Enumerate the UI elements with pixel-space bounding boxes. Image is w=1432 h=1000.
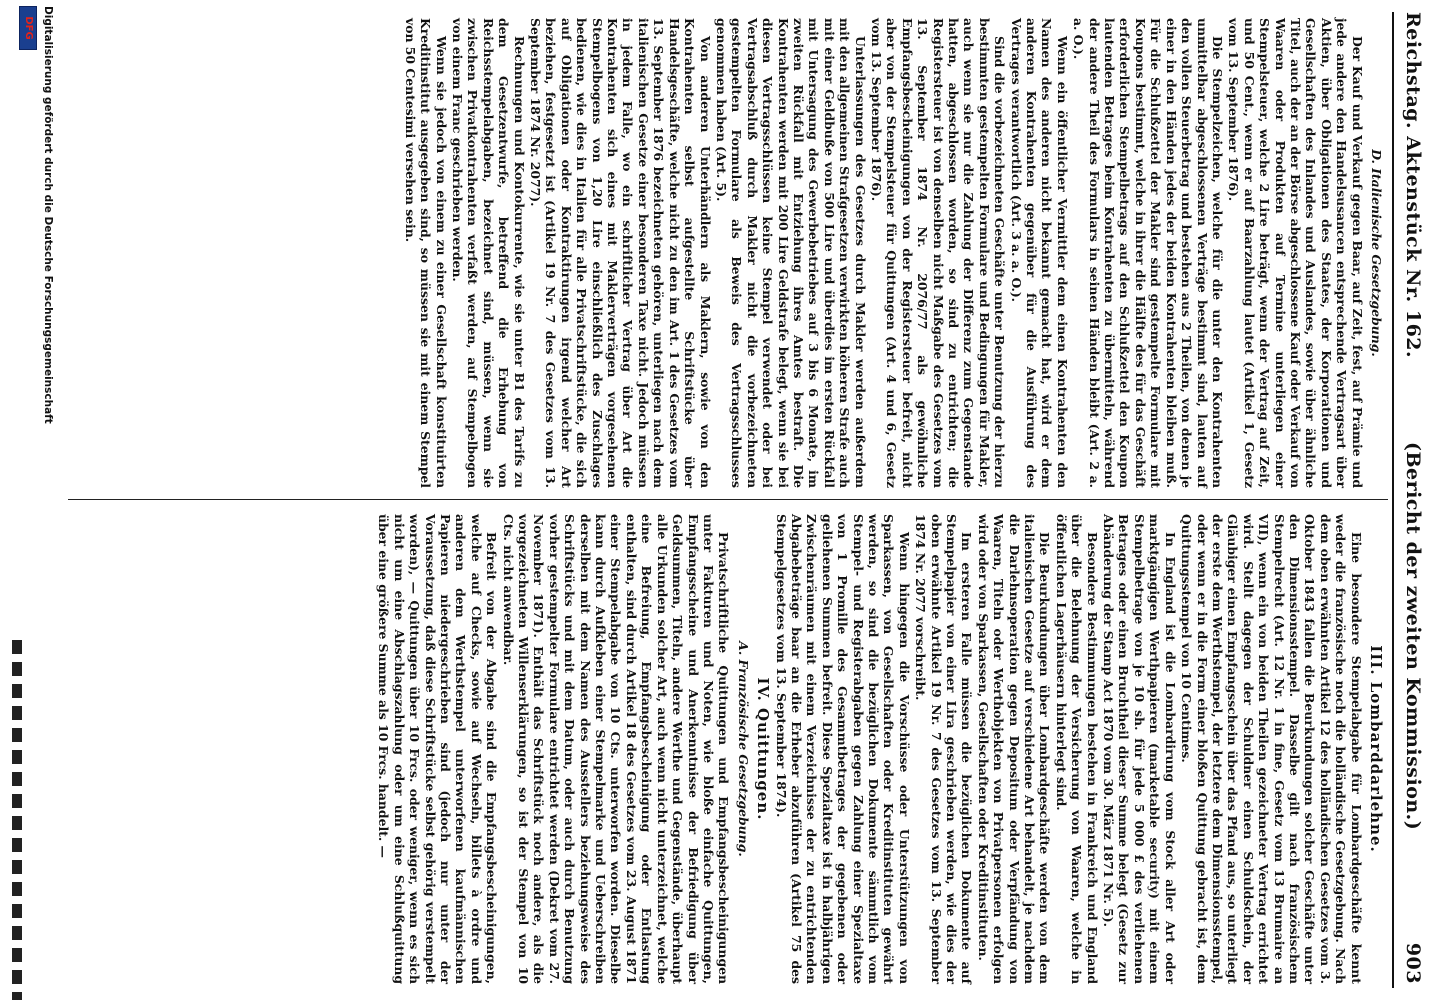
paragraph: Die Stempelzeichen, welche für die unter den Kontrahenten unmittelbar abgeschlossenen Verträge bestimmt sind, lauten auf den vollen Steuerbetrag und bestehen aus 2 Theilen, von denen je einer in den Händen jedes der beiden Kontrahenten bleiben muß. Für die Schlußzettel der Makler sind gestempelte Formulare mit Koupons bestimmt, welche in ihrer die Hälfte des für das Geschäft erforderlichen Stempelbetrags auf den Schlußzettel den Koupon lautenden Betrages beim Kontrahenten zu übermitteln, während der andere Theil des Formulars in seinen Händen bleibt (Art. 2 a. a. O.). bbox=[1071, 18, 1225, 488]
section-heading-lombard: III. Lombarddarlehne. bbox=[1367, 645, 1385, 853]
paragraph: Wenn ein öffentlicher Vermittler dem einen Kontrahenten den Namen des anderen nicht bekannt gemacht hat, wird er dem anderen Kontrahenten gegenüber für die Ausführung des Vertrages verantwortlich (Art. 3 a. a. O.). bbox=[1008, 18, 1070, 488]
paragraph: Eine besondere Stempelabgabe für Lombardgeschäfte kennt weder die französische noch die holländische Gesetzgebung. Nach dem oben erwähnten Artikel 12 des holländischen Gesetzes vom 3. Oktober 1843 fallen die Beurkundungen solcher Geschäfte unter den Dimensionsstempel. Dasselbe gilt nach französischem Stempelrecht (Art. 12 Nr. 1 in fine, Gesetz vom 13 Brumaire an VII), wenn ein von beiden Theilen gezeichneter Vertrag errichtet wird. Stellt dagegen der Schuldner einen Schuldschein, der Gläubiger einen Empfangsschein über das Pfand aus, so unterliegt der erste dem Werthstempel, der letztere dem Dimensionsstempel, oder wenn er in die Form einer bloßen Quittung gebracht ist, dem Quittungsstempel von 10 Centimes. bbox=[1179, 514, 1364, 984]
paragraph: Befreit von der Abgabe sind die Empfangsbescheinigungen, welche auf Checks, sowie auf Wechseln, billets à ordre und anderen dem Werthstempel unterworfenen kaufmännischen Papieren niedergeschrieben sind (jedoch nur unter der Voraussetzung, daß diese Schriftstücke selbst gehörig verstempelt worden), — Quittungen über 10 Frcs. oder weniger, wenn es sich nicht um eine Abschlagszahlung oder um eine Schlußquittung über eine größere Summe als 10 Frcs. handelt. — bbox=[376, 514, 500, 984]
right-column bbox=[375, 514, 1386, 984]
paragraph: Besondere Bestimmungen bestehen in Frankreich und England über die Belehnung der Versicherung von Waaren, welche in öffentlichen Lagerhäusern hinterlegt sind. bbox=[1053, 514, 1100, 984]
dfg-logo bbox=[19, 6, 37, 50]
scan-edge-marks bbox=[12, 640, 22, 1000]
subheading-italian-law: D. Italienische Gesetzgebung. bbox=[1369, 149, 1384, 357]
digitization-credit: Digitalisierung gefördert durch die Deutsche Forschungsgemeinschaft bbox=[42, 6, 54, 424]
section-heading-receipts: IV. Quittungen. bbox=[754, 677, 773, 821]
left-column bbox=[401, 18, 1386, 488]
page-number: 903 bbox=[1402, 942, 1424, 984]
paragraph: Privatschriftliche Quittungen und Empfangsbescheinigungen unter Fakturen und Noten, wie bloße einfache Quittungen, Empfangsscheine und Anerkenntnisse der Befriedigung über Geldsummen, Titeln, andere Werthe und Gegenstände, überhaupt alle Urkunden solcher Art, auch wenn nicht unterzeichnet, welche eine Befreiung, Empfangsbescheinigung oder Entlastung enthalten, sind durch Artikel 18 des Gesetzes vom 23. August 1871 einer Stempelabgabe von 10 Cts. unterworfen worden. Dieselbe kann durch Aufkleben einer Stempelmarke und Ueberschreiben derselben mit dem Namen des Ausstellers beziehungsweise des Schriftstücks und mit dem Datum, oder auch durch Benutzung vorher gestempelter Formulare entrichtet werden (Dekret vom 27. November 1871). Enthält das Schriftstück noch andere, als die vorgezeichneten Willenserklärungen, so ist der Stempel von 10 Cts. nicht anwendbar. bbox=[500, 514, 732, 984]
page-header bbox=[1400, 12, 1424, 988]
header-subtitle: (Bericht der zweiten Kommission.) bbox=[1402, 442, 1424, 831]
paragraph: Die Beurkundungen über Lombardgeschäfte werden von dem italienischen Gesetze auf verschiedene Art behandelt, je nachdem die Darlehnsoperation gegen Depositum oder Verpfändung von Waaren, Titeln oder Werthobjekten von Privatpersonen erfolgen wird oder von Sparkassen, Gesellschaften oder Kreditinstituten. bbox=[975, 514, 1053, 984]
dfg-logo-text: DFG bbox=[23, 16, 34, 40]
paragraph: Im ersteren Falle müssen die bezüglichen Dokumente auf Stempelpapier von einer Lira geschrieben werden, wie dies der oben erwähnte Artikel 19 Nr. 7 des Gesetzes vom 13. September 1874 Nr. 2077 vorschreibt. bbox=[913, 514, 975, 984]
column-divider bbox=[68, 499, 1388, 500]
paragraph: Der Kauf und Verkauf gegen Baar, auf Zeit, fest, auf Prämie und jede andere den Handelsusancen entsprechende Vertragsart über Aktien, über Obligationen des Staates, der Korporationen und Gesellschaften des Inlandes und Auslandes, sowie über ähnliche Titel, auch der an der Börse abgeschlossene Kauf oder Verkauf von Waaren oder Produkten auf Termine unterliegen einer Stempelsteuer, welche 2 Lire beträgt, wenn der Vertrag auf Zeit, und 50 Cent., wenn er auf Baarzahlung lautet (Artikel 1, Gesetz vom 13. September 1876). bbox=[1226, 18, 1365, 488]
paragraph: In England ist die Lombardirung vom Stock aller Art oder marktgängigen Werthpapieren (marketable security) mit einem Stempelbetrage von je 10 sh. für jede 5 000 £ des verliehenen Betrages oder einen Bruchtheil dieser Summe belegt (Gesetz zur Abänderung der Stamp Act 1870 vom 30. März 1871 Nr. 5). bbox=[1101, 514, 1178, 984]
header-title: Reichstag. Aktenstück Nr. 162. bbox=[1402, 12, 1424, 359]
paragraph: Sind die vorbezeichneten Geschäfte unter Benutzung der hierzu bestimmten gestempelten Formulare und Bedingungen für Makler, auch wenn sie nur die Zahlung der Differenz zum Gegenstande hatten, abgeschlossen worden, so sind zu entrichten; die Registersteuer ist von denselben nicht Maßgabe des Gesetzes vom 13. September 1874 Nr. 2076/77 als gewöhnliche Empfangsbescheinigungen von der Registersteuer befreit, nicht aber von der Stempelsteuer für Quittungen (Art. 4 und 6, Gesetz vom 13. September 1876). bbox=[869, 18, 1008, 488]
paragraph: Rechnungen und Kontokurrente, wie sie unter B1 des Tarifs zu dem Gesetzentwurfe, betreffend die Erhebung von Reichsstempelabgaben, bezeichnet sind, müssen, wenn sie zwischen Privatkontrahenten verfaßt werden, auf Stempelbogen von einem Franc geschrieben werden. bbox=[450, 18, 527, 488]
paragraph: Unterlassungen des Gesetzes durch Makler werden außerdem mit den allgemeinen Strafgesetzen verwirkten höheren Strafe auch mit einer Geldbuße von 500 Lire und überdies im ersten Rückfall mit Untersagung des Gewerbebetriebes auf 3 bis 6 Monate, im zweiten Rückfall mit Entziehung ihres Amtes bestraft. Die Kontrahenten werden mit 200 Lire Geldstrafe belegt, wenn sie bei diesen Vertragsschlüssen keine Stempel verwendet oder bei Vertragsabschluß durch Makler nicht die vorbezeichneten gestempelten Formulare als Beweis des Vertragsschlusses genommen haben (Art. 5). bbox=[713, 18, 868, 488]
paragraph: Wenn hingegen die Vorschüsse oder Unterstützungen von Sparkassen, von Gesellschaften oder Kreditinstituten gewährt werden, so sind die bezüglichen Dokumente sämmtlich vom Stempel- und Registerabgaben gegen Zahlung einer Spezialtaxe von 1 Promille des Gesammtbetrages der gegebenen oder geliehenen Summen befreit. Diese Spezialtaxe ist in halbjährigen Zwischenräumen mit einem Verzeichnisse der zu entrichtenden Abgabebeträge baar an die Erheber abzuführen (Artikel 75 des Stempelgesetzes vom 13. September 1874). bbox=[773, 514, 912, 984]
paragraph: Wenn sie jedoch von einem zu einer Gesellschaft konstituirten Kreditinstitut ausgegeben sind, so müssen sie mit einem Stempel von 50 Centesimi versehen sein. bbox=[402, 18, 449, 488]
header-divider bbox=[1392, 12, 1394, 988]
paragraph: Von anderen Unterhändlern als Maklern, sowie von den Kontrahenten selbst aufgestellte Schriftstücke über Handelsgeschäfte, welche nicht zu den im Art. 1 des Gesetzes vom 13. September 1876 bezeichneten gehören, unterliegen nach dem italienischen Gesetze einer besonderen Taxe nicht. Jedoch müssen in jedem Falle, wo ein schriftlicher Vertrag über Art die Kontrahenten sich eines mit Maklerverträgen vorgesehenen Stempelbogens von 1,20 Lire einschließlich des Zuschlages bedienen, wie dies in Italien für alle Privatschriftstücke, die sich auf Obligationen oder Kontraktirungen irgend welcher Art beziehen, festgesetzt ist (Artikel 19 Nr. 7 des Gesetzes vom 13. September 1874 Nr. 2077). bbox=[528, 18, 713, 488]
subheading-french-law: A. Französische Gesetzgebung. bbox=[735, 641, 751, 857]
